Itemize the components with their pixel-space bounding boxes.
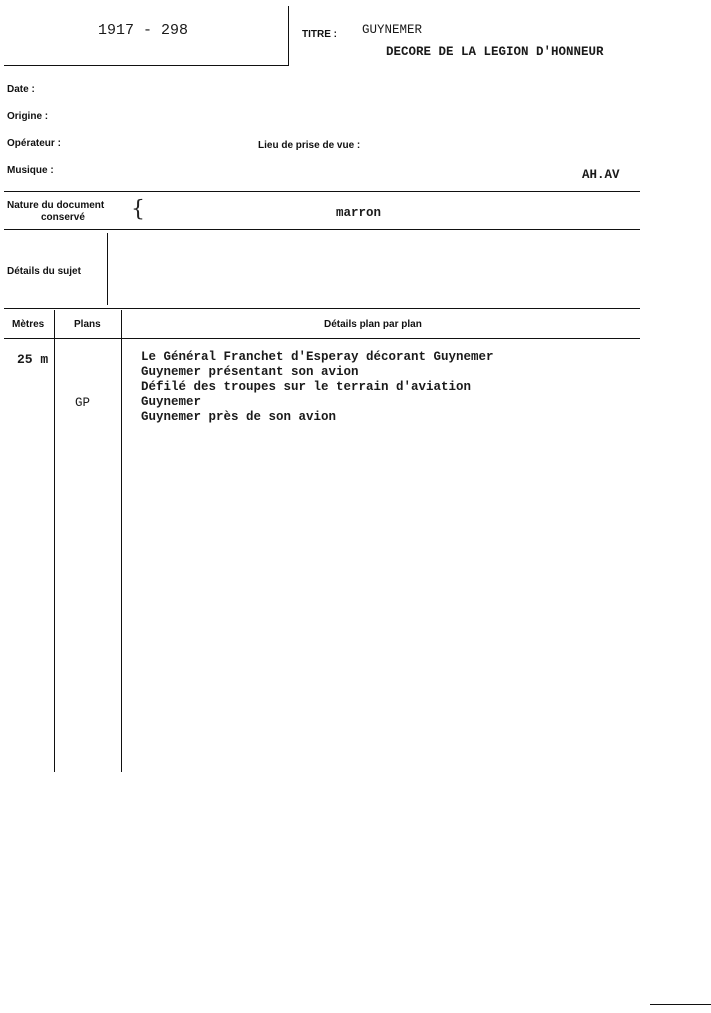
operateur-label: Opérateur : [7, 138, 61, 149]
nature-top-rule [4, 191, 640, 192]
detail-line: Défilé des troupes sur le terrain d'aviation [141, 380, 472, 394]
title-label: TITRE : [302, 29, 337, 40]
origine-label: Origine : [7, 111, 49, 122]
detail-line: Guynemer [141, 395, 202, 409]
column-divider-2 [121, 310, 122, 772]
metres-value: 25 m [17, 352, 49, 367]
nature-bottom-rule [4, 229, 640, 230]
column-divider-1 [54, 310, 55, 772]
plans-header: Plans [74, 319, 101, 330]
date-label: Date : [7, 84, 35, 95]
detail-line: Guynemer près de son avion [141, 410, 337, 424]
details-sujet-label: Détails du sujet [7, 266, 81, 277]
header-box-bottom-border [4, 65, 289, 66]
nature-label-line-2: conservé [41, 212, 85, 223]
header-box-right-border [288, 6, 289, 66]
lieu-label: Lieu de prise de vue : [258, 140, 361, 151]
musique-label: Musique : [7, 165, 54, 176]
nature-label-line-1: Nature du document [7, 200, 105, 211]
nature-brace: { [131, 197, 145, 222]
details-header: Détails plan par plan [324, 319, 422, 330]
reference-number: 1917 - 298 [98, 22, 189, 39]
title-line-1: GUYNEMER [362, 23, 423, 37]
scan-edge-mark [650, 1004, 711, 1005]
nature-value: marron [336, 206, 382, 220]
archive-code: AH.AV [582, 168, 620, 182]
title-line-2: DECORE DE LA LEGION D'HONNEUR [386, 45, 604, 59]
detail-line: Guynemer présentant son avion [141, 365, 359, 379]
detail-line: Le Général Franchet d'Esperay décorant Guynemer [141, 350, 494, 364]
details-sujet-bracket [107, 233, 108, 305]
table-header-rule [4, 338, 640, 339]
details-sujet-bottom-rule [4, 308, 640, 309]
metres-header: Mètres [12, 319, 45, 330]
plans-value: GP [75, 396, 91, 410]
